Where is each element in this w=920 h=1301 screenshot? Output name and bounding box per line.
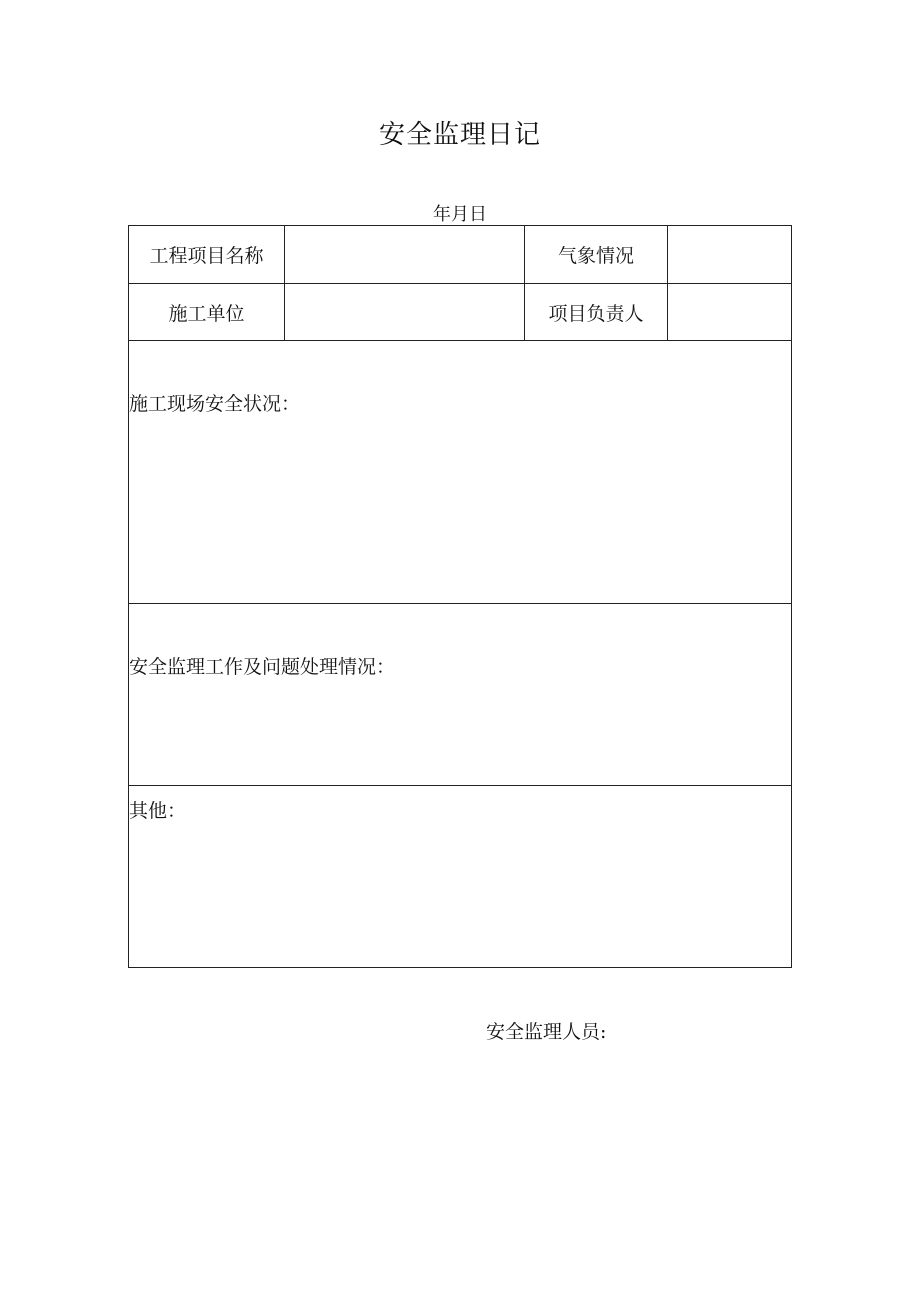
supervision-label: 安全监理工作及问题处理情况： <box>129 656 396 678</box>
table-row <box>129 341 792 604</box>
table-row <box>129 284 792 341</box>
weather-field[interactable] <box>668 226 792 284</box>
table-row <box>129 226 792 284</box>
weather-label: 气象情况 <box>525 226 668 284</box>
project-manager-field[interactable] <box>668 284 792 341</box>
supervision-section[interactable] <box>129 604 792 786</box>
site-safety-label: 施工现场安全状况： <box>129 393 301 415</box>
diary-form-table <box>128 225 792 968</box>
project-name-field[interactable] <box>285 226 525 284</box>
project-name-label: 工程项目名称 <box>129 226 285 284</box>
other-label: 其他： <box>129 800 187 822</box>
construction-unit-field[interactable] <box>285 284 525 341</box>
site-safety-section[interactable] <box>129 341 792 604</box>
table-row <box>129 786 792 968</box>
other-section[interactable] <box>129 786 792 968</box>
signer-label: 安全监理人员: <box>486 1021 607 1043</box>
project-manager-label: 项目负责人 <box>525 284 668 341</box>
document-title: 安全监理日记 <box>378 120 541 150</box>
date-line: 年月日 <box>433 204 487 225</box>
construction-unit-label: 施工单位 <box>129 284 285 341</box>
table-row <box>129 604 792 786</box>
